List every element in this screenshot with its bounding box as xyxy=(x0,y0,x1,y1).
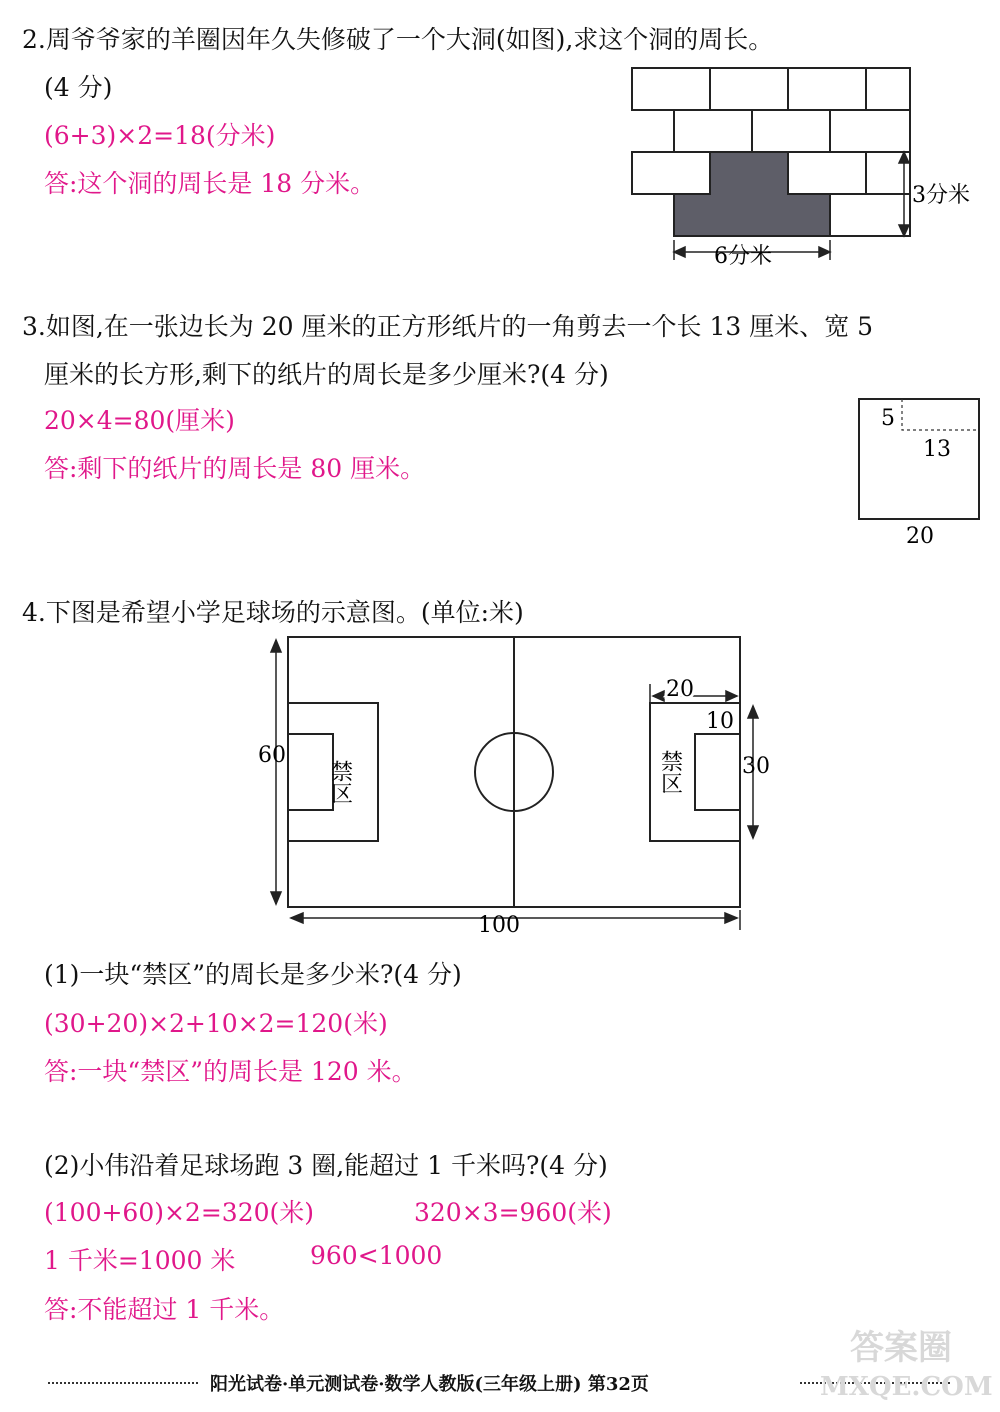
footer-text: 阳光试卷·单元测试卷·数学人教版(三年级上册) 第32页 xyxy=(210,1374,649,1395)
brick xyxy=(632,68,710,110)
q3-answer-text: 答:剩下的纸片的周长是 80 厘米。 xyxy=(44,454,426,483)
watermark-url: MXQE.COM xyxy=(820,1372,993,1402)
brick xyxy=(830,194,910,236)
penalty-width-label: 20 xyxy=(666,677,694,702)
q4-sub1-answer-calc: (30+20)×2+10×2=120(米) xyxy=(44,1009,388,1038)
brick xyxy=(788,68,866,110)
field-width-label: 100 xyxy=(478,913,520,938)
q4-sub2-answer-calc2: 320×3=960(米) xyxy=(414,1198,612,1227)
right-goal-area xyxy=(695,734,740,810)
q4-text: 4.下图是希望小学足球场的示意图。(单位:米) xyxy=(22,598,524,627)
q3-text-line2: 厘米的长方形,剩下的纸片的周长是多少厘米?(4 分) xyxy=(44,360,609,389)
brick xyxy=(632,152,710,194)
paper-square xyxy=(859,399,979,519)
q3-answer-calc: 20×4=80(厘米) xyxy=(44,406,235,435)
q3-text-line1: 3.如图,在一张边长为 20 厘米的正方形纸片的一角剪去一个长 13 厘米、宽 5 xyxy=(22,312,874,341)
inner-width-label: 10 xyxy=(706,709,734,734)
q4-sub2-answer-text: 答:不能超过 1 千米。 xyxy=(44,1295,285,1324)
football-field-diagram xyxy=(250,632,770,937)
field-height-label: 60 xyxy=(258,743,286,768)
square-side-label: 20 xyxy=(906,524,934,549)
brick xyxy=(866,68,910,110)
q4-sub2-answer-line2a: 1 千米=1000 米 xyxy=(44,1246,236,1275)
hole-height-label: 3分米 xyxy=(912,183,970,208)
q4-sub1-answer-text: 答:一块“禁区”的周长是 120 米。 xyxy=(44,1057,417,1086)
hole-width-label: 6分米 xyxy=(714,244,772,269)
square-paper-diagram xyxy=(850,392,990,552)
cut-rectangle xyxy=(902,399,979,430)
left-zone-label: 禁区 xyxy=(327,760,353,804)
q2-text: 2.周爷爷家的羊圈因年久失修破了一个大洞(如图),求这个洞的周长。 xyxy=(22,25,774,54)
cut-length-label: 13 xyxy=(923,437,951,462)
brick xyxy=(830,110,910,152)
brick-wall-diagram xyxy=(628,62,988,277)
penalty-height-label: 30 xyxy=(742,754,770,779)
footer-dots-left xyxy=(48,1382,198,1384)
q2-answer-text: 答:这个洞的周长是 18 分米。 xyxy=(44,169,376,198)
brick xyxy=(674,110,752,152)
brick xyxy=(710,68,788,110)
q4-sub2-text: (2)小伟沿着足球场跑 3 圈,能超过 1 千米吗?(4 分) xyxy=(44,1151,608,1180)
watermark-logo: 答案圈 xyxy=(850,1328,952,1368)
brick xyxy=(788,152,866,194)
q4-sub2-answer-calc1: (100+60)×2=320(米) xyxy=(44,1198,315,1227)
right-zone-label: 禁区 xyxy=(657,750,683,794)
q2-answer-calc: (6+3)×2=18(分米) xyxy=(44,121,276,150)
brick xyxy=(752,110,830,152)
q4-sub2-answer-line2b: 960<1000 xyxy=(310,1241,443,1270)
q4-sub1-text: (1)一块“禁区”的周长是多少米?(4 分) xyxy=(44,960,462,989)
hole-shape xyxy=(674,152,830,236)
left-goal-area xyxy=(288,734,333,810)
q2-points: (4 分) xyxy=(44,73,113,102)
cut-width-label: 5 xyxy=(881,406,895,431)
